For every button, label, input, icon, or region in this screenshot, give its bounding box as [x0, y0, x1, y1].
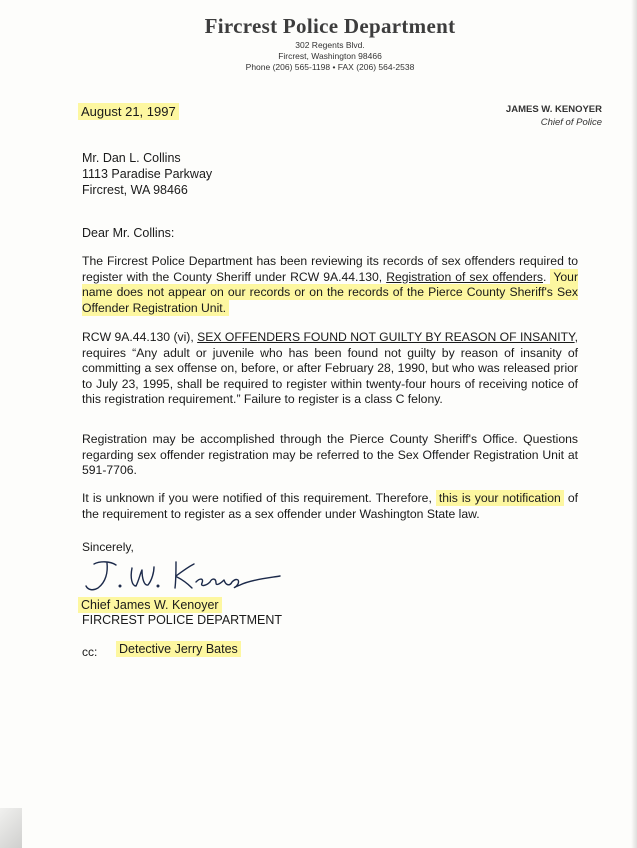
paragraph-3: Registration may be accomplished through the Pierce County Sheriff's Office. Questions regarding sex offender registration may be referred to the Sex Offender Registration Unit at 591-7706.	[82, 432, 578, 477]
handwritten-signature	[80, 556, 300, 600]
cc-label: cc:	[82, 645, 98, 659]
letterhead-department: Fircrest Police Department	[204, 14, 456, 38]
letterhead-address-line1: 302 Regents Blvd.	[295, 40, 365, 50]
paragraph-4-end: of the requirement to register as a sex offender under Washington State law.	[82, 491, 578, 521]
statute-title-insanity: SEX OFFENDERS FOUND NOT GUILTY BY REASON OF INSANITY	[197, 330, 575, 344]
signatory-name-text: Chief James W. Kenoyer	[78, 597, 222, 613]
signatory-name	[78, 598, 222, 612]
paragraph-1-highlight: Your name does not appear on our records or on the records of the Pierce County Sheriff's Sex Offender Registration Unit.	[82, 269, 579, 315]
sender-name: JAMES W. KENOYER	[505, 104, 602, 115]
recipient-street: 1113 Paradise Parkway	[82, 167, 213, 181]
paragraph-4-intro: It is unknown if you were notified of this requirement. Therefore,	[82, 491, 432, 505]
statute-title-registration: Registration of sex offenders	[386, 269, 543, 284]
salutation: Dear Mr. Collins:	[82, 226, 175, 240]
paragraph-1	[82, 254, 578, 316]
letter-date-text: August 21, 1997	[78, 103, 179, 120]
letterhead-phone-fax: Phone (206) 565-1198 • FAX (206) 564-2538	[245, 62, 415, 72]
paragraph-4	[82, 491, 578, 522]
paragraph-2	[82, 330, 578, 408]
page-corner-shadow	[0, 808, 22, 848]
signatory-department: FIRCREST POLICE DEPARTMENT	[82, 613, 283, 627]
closing: Sincerely,	[82, 540, 134, 554]
recipient-address	[82, 150, 212, 198]
paragraph-4-highlight: this is your notification	[436, 490, 564, 506]
paragraph-2-body: , requires “Any adult or juvenile who has been found not guilty by reason of insanity of committing a sex offense on, before, or after February 28, 1990, but who was released prior to July 23, 1995, shall be required to register within twenty-four hours of receiving notice of this registration requirement.” Failure to register is a class C felony.	[82, 330, 578, 406]
paragraph-1-period: .	[542, 269, 547, 284]
letterhead-address-line2: Fircrest, Washington 98466	[278, 51, 382, 61]
letter-date	[78, 104, 179, 119]
recipient-name: Mr. Dan L. Collins	[82, 151, 181, 165]
cc-recipient	[116, 642, 241, 656]
paragraph-2-intro: RCW 9A.44.130 (vi),	[82, 330, 194, 344]
recipient-city: Fircrest, WA 98466	[82, 183, 188, 197]
paragraph-1-intro: The Fircrest Police Department has been reviewing its records of sex offenders required to register with the County Sheriff under RCW 9A.44.130,	[82, 254, 578, 284]
cc-recipient-name: Detective Jerry Bates	[116, 641, 241, 657]
sender-title: Chief of Police	[540, 117, 602, 128]
page-edge-shadow	[631, 0, 637, 848]
